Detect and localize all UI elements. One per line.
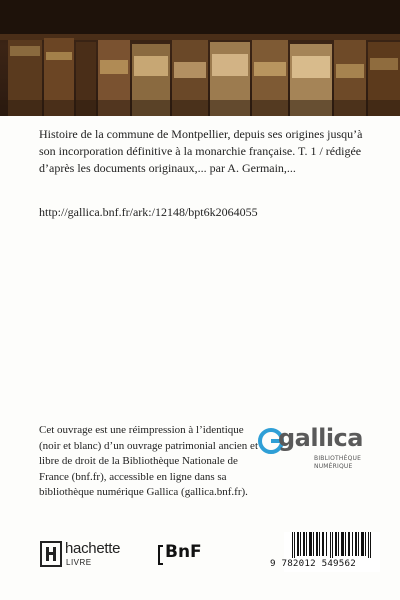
gallica-logo [258, 426, 373, 486]
bnf-bracket-icon [158, 545, 164, 565]
bnf-logo: BnF [165, 542, 202, 562]
hachette-wordmark: hachette [65, 540, 121, 557]
reprint-notice: Cet ouvrage est une réimpression à l’identique (noir et blanc) d’un ouvrage patrimonial ancien et libre de droit de la Bibliothèque Nationale de France (bnf.fr), accessible en ligne dans sa bibliothèque numérique Gallica (gallica.bnf.fr). [39, 424, 258, 498]
book-title: Histoire de la commune de Montpellier, depuis ses origines jusqu’à son incorporation définitive à la monarchie française. T. 1 / rédigée d’après les documents originaux,... par A. Germain,... [39, 127, 363, 175]
gallica-subtitle-line1: BIBLIOTHÈQUE [314, 455, 362, 462]
isbn-number: 9 782012 549562 [270, 558, 356, 569]
book-spines-banner-image [0, 0, 400, 116]
barcode-bars-icon [292, 532, 372, 558]
gallica-subtitle [314, 455, 374, 470]
book-spines-illustration [0, 0, 400, 116]
gallica-wordmark: gallica [278, 424, 363, 452]
gallica-subtitle-line2: NUMÉRIQUE [314, 462, 353, 470]
hachette-sub-label: LIVRE [66, 558, 92, 567]
hachette-h-icon [40, 540, 62, 568]
gallica-url: http://gallica.bnf.fr/ark:/12148/bpt6k2064055 [39, 205, 258, 219]
hachette-livre-logo [40, 538, 150, 572]
